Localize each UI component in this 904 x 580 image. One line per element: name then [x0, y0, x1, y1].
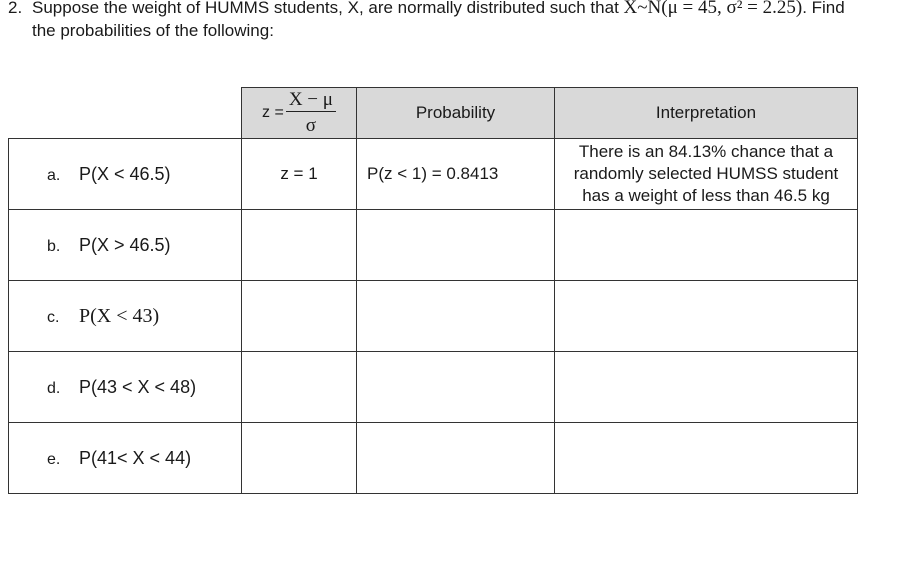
distribution-notation: X~N(μ = 45, σ² = 2.25) [623, 0, 803, 18]
question-text [8, 0, 888, 42]
interpretation-line: There is an 84.13% chance that a [578, 142, 834, 161]
probability-cell [357, 281, 555, 352]
event-expression: P(X < 46.5) [79, 163, 171, 184]
table-row-c [9, 281, 858, 352]
z-formula-fraction [286, 90, 336, 137]
z-formula-label: z = [262, 104, 284, 121]
probability-cell [357, 210, 555, 281]
z-formula [262, 90, 336, 137]
interpretation-line: has a weight of less than 46.5 kg [582, 186, 830, 205]
table-header-row [9, 88, 858, 139]
row-letter: e. [47, 450, 61, 468]
z-value-cell: z = 1 [242, 139, 357, 210]
table-row-d [9, 352, 858, 423]
interpretation-line: randomly selected HUMSS student [573, 164, 839, 183]
z-value-cell [242, 210, 357, 281]
interpretation-cell [555, 210, 858, 281]
row-letter: a. [47, 166, 61, 184]
question-text-after: . Find [802, 0, 845, 17]
z-formula-numerator: X − μ [286, 90, 336, 112]
event-cell [9, 281, 242, 352]
question-text-before: Suppose the weight of HUMMS students, X, are normally distributed such that [32, 0, 624, 17]
z-value-cell [242, 423, 357, 494]
header-blank-cell [9, 88, 242, 139]
row-letter: b. [47, 237, 61, 255]
z-formula-denominator: σ [305, 114, 317, 136]
z-value-cell [242, 352, 357, 423]
table-row-b [9, 210, 858, 281]
row-letter: d. [47, 379, 61, 397]
interpretation-cell [555, 281, 858, 352]
question-number: 2. [8, 0, 23, 17]
event-expression: P(41< X < 44) [79, 447, 192, 468]
interpretation-cell [555, 352, 858, 423]
interpretation-cell [555, 423, 858, 494]
probability-cell [357, 423, 555, 494]
question-line-1 [8, 0, 888, 19]
event-expression: P(43 < X < 48) [79, 376, 197, 397]
row-letter: c. [47, 308, 60, 326]
event-expression: P(X < 43) [79, 304, 160, 327]
header-z-formula [242, 88, 357, 139]
event-cell [9, 423, 242, 494]
event-cell [9, 210, 242, 281]
event-expression: P(X > 46.5) [79, 234, 171, 255]
probability-table [8, 87, 858, 494]
interpretation-cell [555, 139, 858, 210]
table-row-a [9, 139, 858, 210]
table-row-e [9, 423, 858, 494]
event-cell [9, 352, 242, 423]
z-value-cell [242, 281, 357, 352]
question-line-2: the probabilities of the following: [32, 21, 274, 40]
probability-cell: P(z < 1) = 0.8413 [357, 139, 555, 210]
header-probability: Probability [357, 88, 555, 139]
header-interpretation: Interpretation [555, 88, 858, 139]
event-cell [9, 139, 242, 210]
probability-cell [357, 352, 555, 423]
